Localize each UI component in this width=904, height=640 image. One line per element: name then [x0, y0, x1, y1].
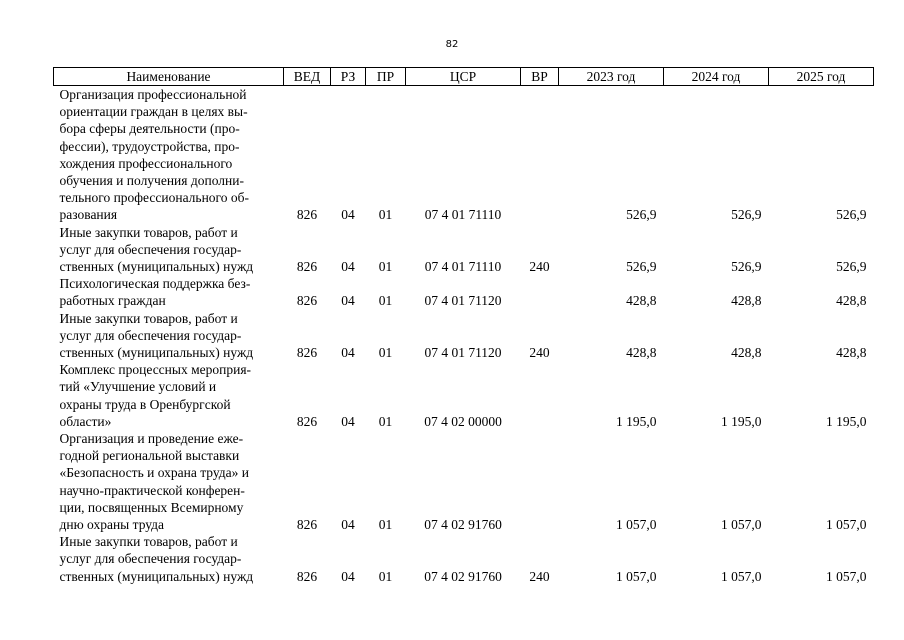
cell-2023: 526,9: [626, 207, 657, 223]
cell-csr: 07 4 02 91760: [424, 517, 502, 533]
cell-csr: 07 4 01 71120: [424, 345, 502, 361]
name-line: тий «Улучшение условий и: [59, 379, 217, 395]
cell-pr: 01: [378, 517, 393, 533]
table-row: [54, 86, 874, 224]
header-ved: ВЕД: [284, 68, 331, 86]
name-line: Организация профессиональной: [59, 87, 247, 102]
cell-vr: [521, 86, 559, 224]
cell-name: [54, 224, 284, 276]
header-2024: 2024 год: [664, 68, 769, 86]
name-line: работных граждан: [59, 293, 166, 309]
cell-pr: 01: [378, 293, 393, 309]
name-line: годной региональной выставки: [59, 448, 240, 464]
name-line: услуг для обеспечения государ-: [59, 241, 242, 257]
cell-rz: 04: [341, 413, 355, 429]
cell-2025: 1 057,0: [826, 517, 867, 533]
table-row: [54, 430, 874, 533]
cell-pr: 01: [378, 568, 393, 584]
cell-2025: 428,8: [836, 293, 867, 309]
cell-2024: 1 057,0: [721, 517, 762, 533]
header-name: Наименование: [54, 68, 284, 86]
cell-2024: 526,9: [731, 259, 762, 275]
header-rz: РЗ: [331, 68, 366, 86]
cell-csr: 07 4 01 71110: [424, 207, 502, 223]
name-line: Иные закупки товаров, работ и: [59, 224, 238, 240]
cell-2025: 428,8: [836, 345, 867, 361]
cell-name: [54, 86, 284, 224]
cell-rz: 04: [341, 293, 355, 309]
table-body: [54, 86, 874, 585]
cell-rz: 04: [341, 345, 355, 361]
name-line: разования: [59, 207, 118, 223]
name-line: Иные закупки товаров, работ и: [59, 534, 238, 550]
cell-rz: 04: [341, 568, 355, 584]
name-line: Иные закупки товаров, работ и: [59, 310, 238, 326]
cell-name: [54, 310, 284, 362]
cell-2024: 1 057,0: [721, 568, 762, 584]
name-line: Психологическая поддержка без-: [59, 276, 251, 292]
table-row: [54, 361, 874, 430]
cell-ved: 826: [296, 568, 318, 584]
cell-vr: [521, 361, 559, 430]
cell-vr: [521, 275, 559, 309]
page-number: 82: [445, 39, 459, 50]
cell-vr: 240: [529, 568, 550, 584]
name-line: «Безопасность и охрана труда» и: [59, 465, 249, 481]
name-line: охраны труда в Оренбургской: [59, 396, 231, 412]
cell-2024: 526,9: [731, 207, 762, 223]
name-line: ственных (муниципальных) нужд: [59, 345, 254, 361]
table-row: [54, 310, 874, 362]
cell-pr: 01: [378, 207, 393, 223]
cell-2025: 526,9: [836, 259, 867, 275]
table-row: [54, 533, 874, 585]
table-row: [54, 275, 874, 309]
cell-pr: 01: [378, 413, 393, 429]
cell-rz: 04: [341, 517, 355, 533]
name-line: тельного профессионального об-: [59, 190, 249, 206]
cell-csr: 07 4 01 71120: [424, 293, 502, 309]
table-header: [54, 68, 874, 86]
name-line: хождения профессионального: [59, 155, 233, 171]
cell-rz: 04: [341, 207, 355, 223]
cell-2024: 428,8: [731, 345, 762, 361]
cell-ved: 826: [296, 413, 318, 429]
cell-csr: 07 4 02 91760: [424, 568, 502, 584]
cell-ved: 826: [296, 293, 318, 309]
name-line: Организация и проведение еже-: [59, 431, 244, 447]
header-2023: 2023 год: [559, 68, 664, 86]
cell-2024: 1 195,0: [721, 413, 762, 429]
cell-csr: 07 4 01 71110: [424, 259, 502, 275]
table-row: [54, 224, 874, 276]
budget-table: [53, 67, 874, 585]
header-csr: ЦСР: [406, 68, 521, 86]
cell-pr: 01: [378, 259, 393, 275]
cell-2023: 428,8: [626, 293, 657, 309]
cell-ved: 826: [296, 517, 318, 533]
name-line: обучения и получения дополни-: [59, 173, 244, 189]
name-line: ственных (муниципальных) нужд: [59, 568, 254, 584]
cell-2023: 1 195,0: [616, 413, 657, 429]
name-line: услуг для обеспечения государ-: [59, 327, 242, 343]
cell-vr: [521, 430, 559, 533]
cell-2025: 526,9: [836, 207, 867, 223]
header-vr: ВР: [521, 68, 559, 86]
cell-name: [54, 533, 284, 585]
cell-2023: 1 057,0: [616, 568, 657, 584]
name-line: ственных (муниципальных) нужд: [59, 259, 254, 275]
name-line: Комплекс процессных мероприя-: [59, 362, 252, 378]
cell-name: [54, 361, 284, 430]
cell-name: [54, 275, 284, 309]
name-line: ции, посвященных Всемирному: [59, 499, 244, 515]
name-line: ориентации граждан в целях вы-: [59, 104, 248, 120]
cell-2025: 1 057,0: [826, 568, 867, 584]
cell-vr: 240: [529, 259, 550, 275]
header-2025: 2025 год: [769, 68, 874, 86]
cell-2025: 1 195,0: [826, 413, 867, 429]
cell-2023: 1 057,0: [616, 517, 657, 533]
name-line: дню охраны труда: [59, 517, 165, 533]
cell-ved: 826: [296, 345, 318, 361]
name-line: фессии), трудоустройства, про-: [59, 138, 240, 154]
cell-rz: 04: [341, 259, 355, 275]
cell-csr: 07 4 02 00000: [424, 413, 502, 429]
cell-name: [54, 430, 284, 533]
cell-ved: 826: [296, 207, 318, 223]
cell-pr: 01: [378, 345, 393, 361]
cell-2023: 428,8: [626, 345, 657, 361]
name-line: научно-практической конферен-: [59, 482, 245, 498]
name-line: услуг для обеспечения государ-: [59, 551, 242, 567]
name-line: бора сферы деятельности (про-: [59, 121, 240, 137]
cell-vr: 240: [529, 345, 550, 361]
cell-2024: 428,8: [731, 293, 762, 309]
name-line: области»: [59, 413, 112, 429]
cell-2023: 526,9: [626, 259, 657, 275]
cell-ved: 826: [296, 259, 318, 275]
header-pr: ПР: [366, 68, 406, 86]
